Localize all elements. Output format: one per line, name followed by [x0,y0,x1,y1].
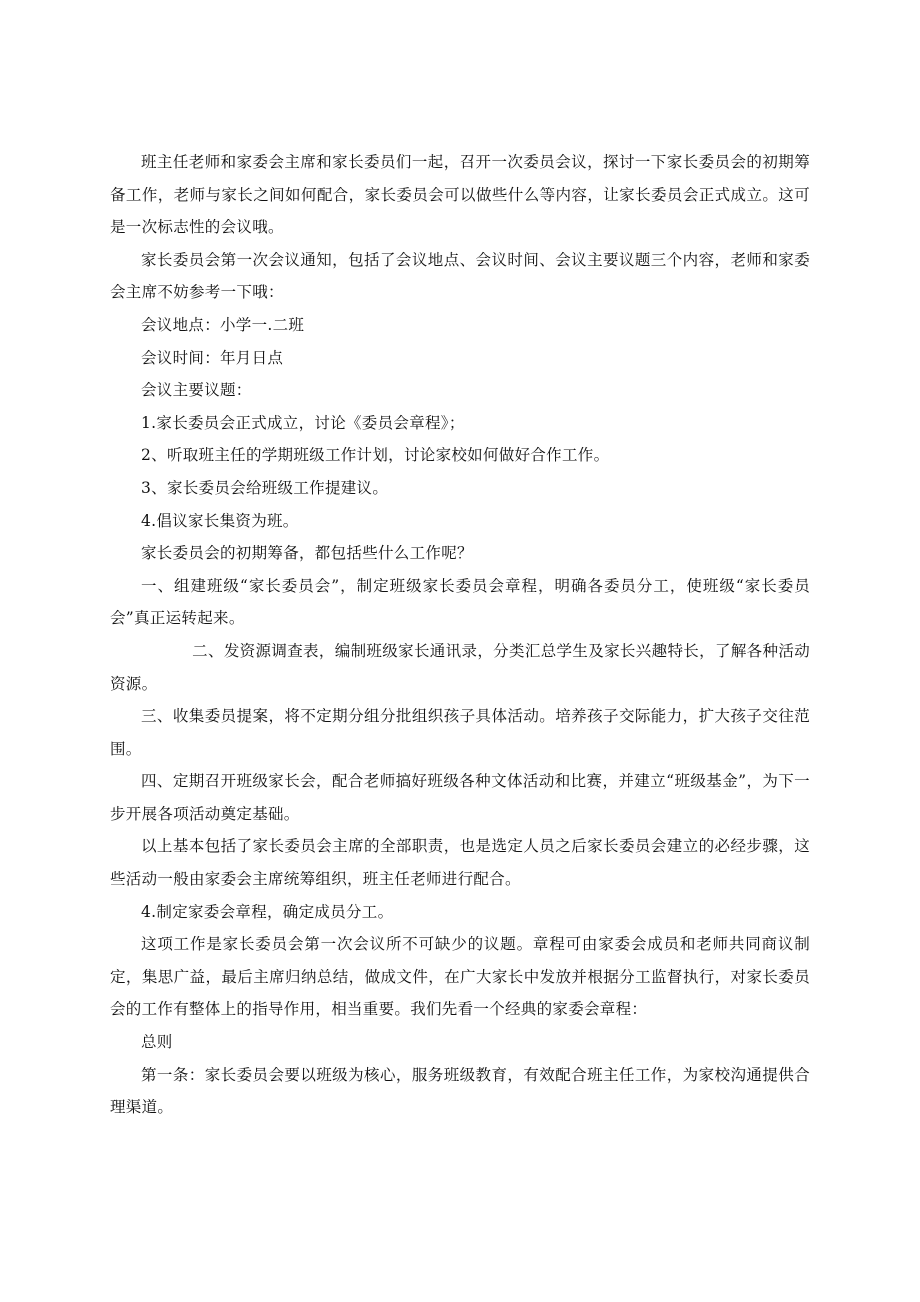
paragraph-time: 会议时间：年月日点 [141,348,284,367]
paragraph-agenda-3: 3、家长委员会给班级工作提建议。 [141,478,389,497]
paragraph-agenda-1: 1.家长委员会正式成立，讨论《委员会章程》； [141,413,465,432]
paragraph-charter-description: 这项工作是家长委员会第一次会议所不可缺少的议题。章程可由家委会成员和老师共同商议制定，集思广益，最后主席归纳总结，做成文件，在广大家长中发放并根据分工监督执行，对家长委员会的工作有整体上的指导作用，相当重要。我们先看一个经典的家委会章程： [110,935,810,1019]
paragraph-summary: 以上基本包括了家长委员会主席的全部职责，也是选定人员之后家长委员会建立的必经步骤，这些活动一般由家委会主席统筹组织，班主任老师进行配合。 [110,837,810,889]
paragraph-location: 会议地点：小学一.二班 [141,315,305,334]
paragraph-step-1: 一、组建班级“家长委员会”，制定班级家长委员会章程，明确各委员分工，使班级“家长委员会”真正运转起来。 [110,576,810,628]
paragraph-general-rules: 总则 [141,1033,173,1052]
paragraph-intro: 班主任老师和家委会主席和家长委员们一起，召开一次委员会议，探讨一下家长委员会的初期筹备工作，老师与家长之间如何配合，家长委员会可以做些什么等内容，让家长委员会正式成立。这可是一次标志性的会议哦。 [110,153,810,237]
paragraph-charter-heading: 4.制定家委会章程，确定成员分工。 [141,902,394,921]
paragraph-agenda-title: 会议主要议题： [141,381,252,400]
paragraph-article-1: 第一条：家长委员会要以班级为核心，服务班级教育，有效配合班主任工作，为家校沟通提供合理渠道。 [110,1065,810,1117]
paragraph-notice: 家长委员会第一次会议通知，包括了会议地点、会议时间、会议主要议题三个内容，老师和家委会主席不妨参考一下哦： [110,250,810,302]
paragraph-prep-question: 家长委员会的初期筹备，都包括些什么工作呢？ [141,544,473,563]
paragraph-step-2: 二、发资源调查表，编制班级家长通讯录，分类汇总学生及家长兴趣特长，了解各种活动资源。 [110,641,810,693]
paragraph-agenda-4: 4.倡议家长集资为班。 [141,511,299,530]
paragraph-step-3: 三、收集委员提案，将不定期分组分批组织孩子具体活动。培养孩子交际能力，扩大孩子交往范围。 [110,707,810,758]
paragraph-step-4: 四、定期召开班级家长会，配合老师搞好班级各种文体活动和比赛，并建立“班级基金”，为下一步开展各项活动奠定基础。 [110,772,810,823]
document-body [110,146,810,1124]
paragraph-agenda-2: 2、听取班主任的学期班级工作计划，讨论家校如何做好合作工作。 [141,446,610,465]
